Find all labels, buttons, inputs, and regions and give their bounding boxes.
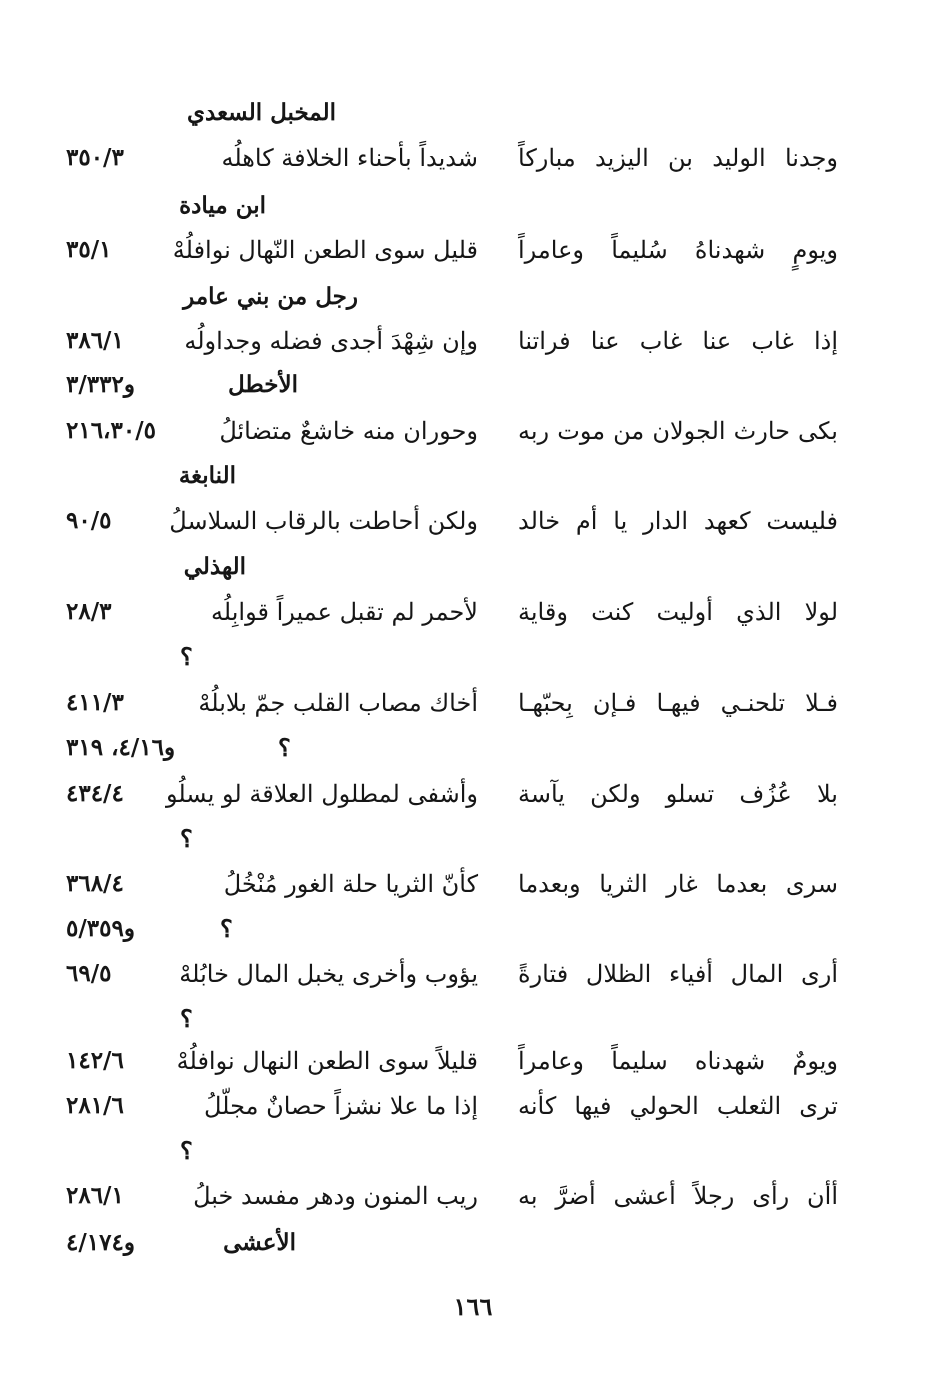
- verse-first-hemistich: ويومٌ شهدناه سليماً وعامراً: [518, 1047, 838, 1075]
- verse-row: [0, 864, 946, 904]
- verse-first-hemistich: سرى بعدما غار الثريا وبعدما: [518, 870, 838, 898]
- unknown-poet-mark: ؟: [278, 733, 291, 762]
- volume-page-reference: ٩٠/٥: [66, 507, 112, 534]
- verse-row: [0, 683, 946, 723]
- verse-second-hemistich: ولكن أحاطت بالرقاب السلاسلُ: [169, 507, 478, 535]
- verse-row: [0, 230, 946, 270]
- verse-row: [0, 954, 946, 994]
- unknown-poet-mark: ؟: [220, 914, 233, 943]
- verse-first-hemistich: أأن رأى رجلاً أعشى أضرَّ به: [518, 1182, 838, 1210]
- verse-second-hemistich: قليلاً سوى الطعن النهال نوافلُهْ: [176, 1047, 478, 1075]
- verse-second-hemistich: ريب المنون ودهر مفسد خبلُ: [193, 1182, 478, 1210]
- poet-name: الأعشى: [223, 1229, 296, 1256]
- volume-page-reference: ٤٣٤/٤: [66, 780, 124, 807]
- poet-name: الهذلي: [183, 553, 246, 580]
- verse-row: [0, 411, 946, 451]
- verse-first-hemistich: بكى حارث الجولان من موت ربه: [518, 417, 838, 445]
- volume-page-reference: ١٤٢/٦: [66, 1047, 124, 1074]
- unknown-poet-row: [0, 637, 946, 677]
- verse-second-hemistich: يؤوب وأخرى يخبل المال خابُلهْ: [179, 960, 478, 988]
- additional-reference: و٤/١٦، ٣١٩: [66, 734, 176, 761]
- verse-second-hemistich: شديداً بأحناء الخلافة كاهلُه: [221, 144, 478, 172]
- volume-page-reference: ٢٨١/٦: [66, 1092, 124, 1119]
- volume-page-reference: ٣٥٠/٣: [66, 144, 124, 171]
- verse-first-hemistich: لولا الذي أوليت كنت وقاية: [518, 598, 838, 626]
- unknown-poet-mark: ؟: [180, 1004, 193, 1033]
- poet-heading-row: [0, 365, 946, 405]
- page-number: ١٦٦: [453, 1292, 493, 1321]
- additional-reference: و٥/٣٥٩: [66, 915, 135, 942]
- verse-row: [0, 138, 946, 178]
- verse-second-hemistich: إذا ما علا نشزاً حصانٌ مجلّلُ: [203, 1092, 478, 1120]
- verse-second-hemistich: قليل سوى الطعن النّهال نوافلُهْ: [172, 236, 478, 264]
- volume-page-reference: ٢٨/٣: [66, 598, 112, 625]
- verse-second-hemistich: وإن شِهْدَ أجدى فضله وجداولُه: [184, 327, 478, 355]
- verse-second-hemistich: وحوران منه خاشعٌ متضائلُ: [219, 417, 478, 445]
- verse-row: [0, 1041, 946, 1081]
- verse-row: [0, 321, 946, 361]
- verse-row: [0, 592, 946, 632]
- unknown-poet-row: [0, 728, 946, 768]
- volume-page-reference: ٢٨٦/١: [66, 1182, 124, 1209]
- unknown-poet-mark: ؟: [180, 824, 193, 853]
- verse-second-hemistich: لأحمر لم تقبل عميراً قوابِلُه: [210, 598, 478, 626]
- unknown-poet-row: [0, 909, 946, 949]
- verse-first-hemistich: ويومٍ شهدناهُ سُليماً وعامراً: [518, 236, 838, 264]
- poet-name: الأخطل: [227, 371, 298, 398]
- verse-first-hemistich: إذا غاب عنا غاب عنا فراتنا: [518, 327, 838, 355]
- poet-name: ابن ميادة: [179, 192, 266, 219]
- verse-row: [0, 774, 946, 814]
- volume-page-reference: ٣٦٨/٤: [66, 870, 124, 897]
- unknown-poet-row: [0, 819, 946, 859]
- poet-heading-row: [0, 456, 946, 496]
- unknown-poet-row: [0, 1131, 946, 1171]
- poet-name: المخبل السعدي: [187, 99, 336, 126]
- verse-first-hemistich: وجدنا الوليد بن اليزيد مباركاً: [518, 144, 838, 172]
- additional-reference: و٤/١٧٤: [66, 1229, 135, 1256]
- verse-second-hemistich: وأشفى لمطلول العلاقة لو يسلُو: [165, 780, 478, 808]
- volume-page-reference: ٦٩/٥: [66, 960, 112, 987]
- volume-page-reference: ٣٥/١: [66, 236, 112, 263]
- verse-row: [0, 501, 946, 541]
- verse-row: [0, 1086, 946, 1126]
- verse-first-hemistich: فليست كعهد الدار يا أم خالد: [518, 507, 838, 535]
- volume-page-reference: ٤١١/٣: [66, 689, 124, 716]
- verse-second-hemistich: أخاك مصاب القلب جمّ بلابلُهْ: [198, 689, 478, 717]
- poet-name: رجل من بني عامر: [183, 283, 358, 310]
- additional-reference: و٣/٣٣٢: [66, 371, 135, 398]
- poet-heading-row: [0, 547, 946, 587]
- volume-page-reference: ٢١٦،٣٠/٥: [66, 417, 156, 444]
- unknown-poet-mark: ؟: [180, 642, 193, 671]
- verse-first-hemistich: بلا عُزُف تسلو ولكن يآسة: [518, 780, 838, 808]
- poet-heading-row: [0, 186, 946, 226]
- unknown-poet-mark: ؟: [180, 1136, 193, 1165]
- verse-first-hemistich: فـلا تلحنـي فيهـا فـإن بِحبّهـا: [518, 689, 838, 717]
- poet-heading-row: [0, 277, 946, 317]
- unknown-poet-row: [0, 999, 946, 1039]
- verse-row: [0, 1176, 946, 1216]
- verse-second-hemistich: كأنّ الثريا حلة الغور مُنْخُلُ: [223, 870, 478, 898]
- poet-name: النابغة: [178, 462, 236, 489]
- verse-first-hemistich: أرى المال أفياء الظلال فتارةً: [518, 960, 838, 988]
- poet-heading-row: [0, 1223, 946, 1263]
- verse-first-hemistich: ترى الثعلب الحولي فيها كأنه: [518, 1092, 838, 1120]
- volume-page-reference: ٣٨٦/١: [66, 327, 124, 354]
- poet-heading-row: [0, 93, 946, 133]
